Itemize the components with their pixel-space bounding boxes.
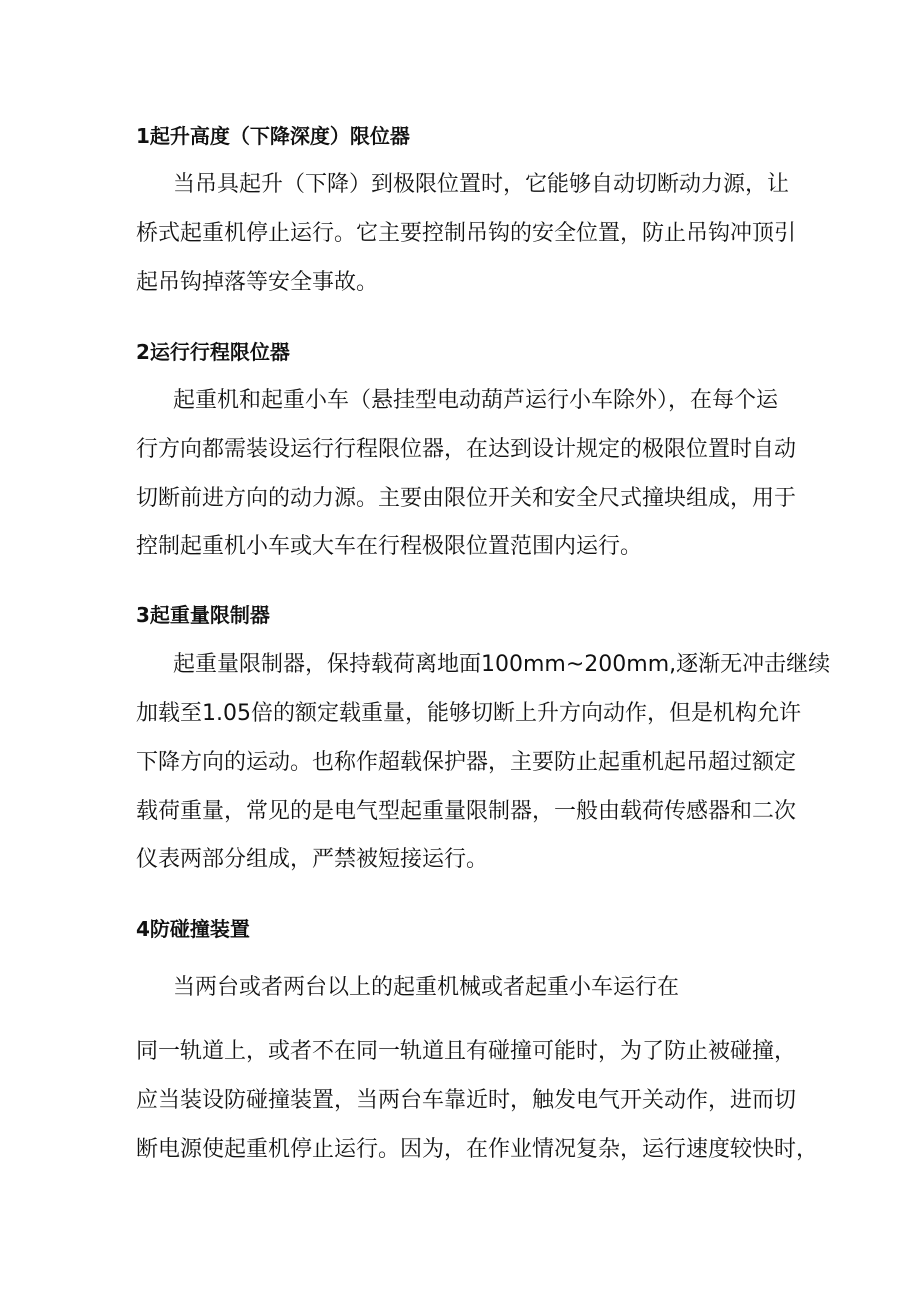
section-heading-1: 1起升高度（下降深度）限位器 bbox=[136, 124, 410, 148]
section-2-line-2: 行方向都需装设运行行程限位器，在达到设计规定的极限位置时自动 bbox=[136, 437, 797, 462]
section-2-line-1: 起重机和起重小车（悬挂型电动葫芦运行小车除外），在每个运 bbox=[173, 388, 779, 413]
section-2-line-3: 切断前进方向的动力源。主要由限位开关和安全尺式撞块组成，用于 bbox=[136, 486, 797, 511]
section-heading-2: 2运行行程限位器 bbox=[136, 340, 290, 364]
section-4-line-2: 同一轨道上，或者不在同一轨道且有碰撞可能时，为了防止被碰撞， bbox=[136, 1039, 797, 1064]
section-2-line-4: 控制起重机小车或大车在行程极限位置范围内运行。 bbox=[136, 534, 643, 559]
section-4-line-1: 当两台或者两台以上的起重机械或者起重小车运行在 bbox=[173, 975, 680, 1000]
section-3-line-1: 起重量限制器，保持载荷离地面100mm~200mm,逐渐无冲击继续 bbox=[173, 652, 831, 677]
section-3-line-4: 载荷重量，常见的是电气型起重量限制器，一般由载荷传感器和二次 bbox=[136, 799, 797, 824]
section-3-line-2: 加载至1.05倍的额定载重量，能够切断上升方向动作，但是机构允许 bbox=[136, 701, 801, 726]
section-1-line-1: 当吊具起升（下降）到极限位置时，它能够自动切断动力源，让 bbox=[173, 172, 790, 197]
section-3-line-5: 仪表两部分组成，严禁被短接运行。 bbox=[136, 847, 489, 872]
section-heading-3: 3起重量限制器 bbox=[136, 603, 270, 627]
section-4-line-4: 断电源使起重机停止运行。因为，在作业情况复杂，运行速度较快时， bbox=[136, 1137, 819, 1162]
section-1-line-3: 起吊钩掉落等安全事故。 bbox=[136, 270, 379, 295]
section-3-line-3: 下降方向的运动。也称作超载保护器，主要防止起重机起吊超过额定 bbox=[136, 750, 797, 775]
section-4-line-3: 应当装设防碰撞装置，当两台车靠近时，触发电气开关动作，进而切 bbox=[136, 1088, 797, 1113]
section-1-line-2: 桥式起重机停止运行。它主要控制吊钩的安全位置，防止吊钩冲顶引 bbox=[136, 221, 797, 246]
section-heading-4: 4防碰撞装置 bbox=[136, 917, 250, 941]
